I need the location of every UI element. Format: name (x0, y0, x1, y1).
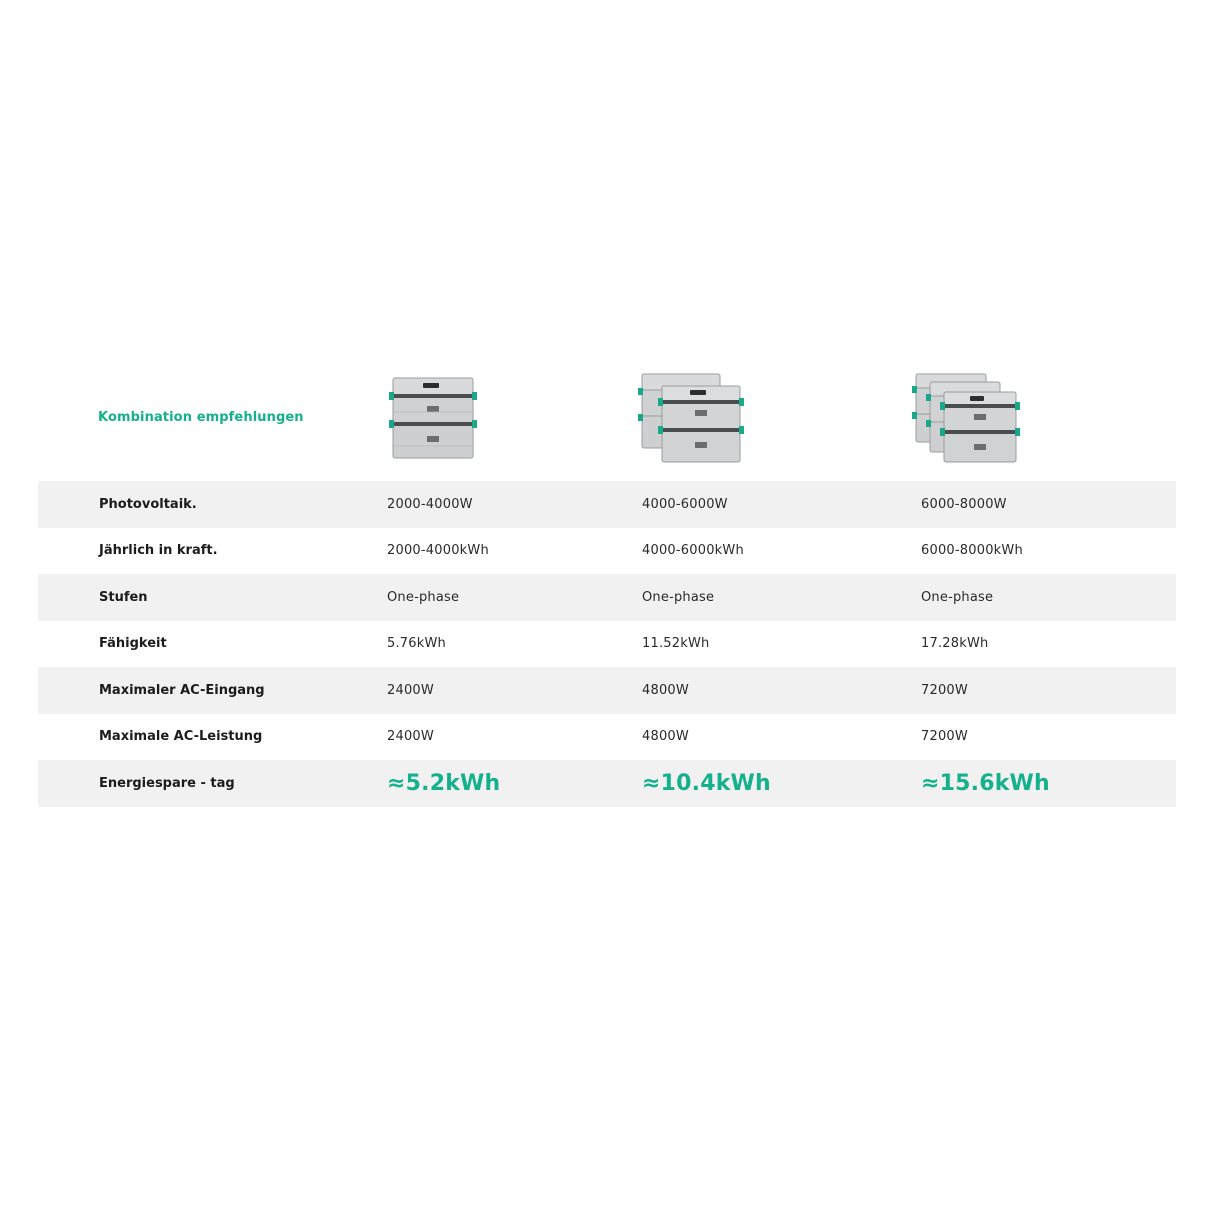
table-row-jaehrlich (38, 528, 1176, 575)
row-label: Maximaler AC-Eingang (99, 682, 265, 698)
table-cell: 6000-8000W (921, 496, 1007, 512)
table-cell: 4000-6000kWh (642, 543, 744, 559)
table-cell: 7200W (921, 729, 968, 745)
comparison-table (38, 481, 1176, 807)
table-cell: 17.28kWh (921, 636, 989, 652)
table-cell: 5.76kWh (387, 636, 446, 652)
row-label: Maximale AC-Leistung (99, 729, 263, 745)
table-cell: 4800W (642, 729, 689, 745)
table-row-ac-eingang (38, 667, 1176, 714)
row-label: Energiespare - tag (99, 775, 235, 791)
table-row-photovoltaik (38, 481, 1176, 528)
product-image-1 (387, 368, 487, 472)
table-row-energiespare (38, 760, 1176, 807)
battery-stack-3-icon (912, 368, 1024, 468)
energy-saving-value: ≈5.2kWh (387, 770, 501, 796)
table-cell: 2000-4000W (387, 496, 473, 512)
product-image-3 (912, 368, 1024, 472)
table-cell: One-phase (387, 589, 460, 605)
table-cell: 2400W (387, 682, 434, 698)
table-cell: 4800W (642, 682, 689, 698)
table-cell: 7200W (921, 682, 968, 698)
table-row-ac-leistung (38, 714, 1176, 761)
row-label: Stufen (99, 589, 148, 605)
table-row-stufen (38, 574, 1176, 621)
row-label: Jährlich in kraft. (99, 543, 218, 559)
table-cell: 6000-8000kWh (921, 543, 1023, 559)
battery-stack-1-icon (387, 368, 487, 468)
table-row-faehigkeit (38, 621, 1176, 668)
table-cell: One-phase (642, 589, 715, 605)
row-label: Photovoltaik. (99, 496, 197, 512)
energy-saving-value: ≈10.4kWh (642, 770, 771, 796)
battery-stack-2-icon (638, 368, 748, 468)
table-cell: 2000-4000kWh (387, 543, 489, 559)
table-cell: One-phase (921, 589, 994, 605)
energy-saving-value: ≈15.6kWh (921, 770, 1050, 796)
table-cell: 2400W (387, 729, 434, 745)
product-image-2 (638, 368, 748, 472)
table-cell: 4000-6000W (642, 496, 728, 512)
table-cell: 11.52kWh (642, 636, 710, 652)
header-row (38, 368, 1176, 480)
row-label: Fähigkeit (99, 636, 167, 652)
section-title: Kombination empfehlungen (98, 410, 304, 425)
